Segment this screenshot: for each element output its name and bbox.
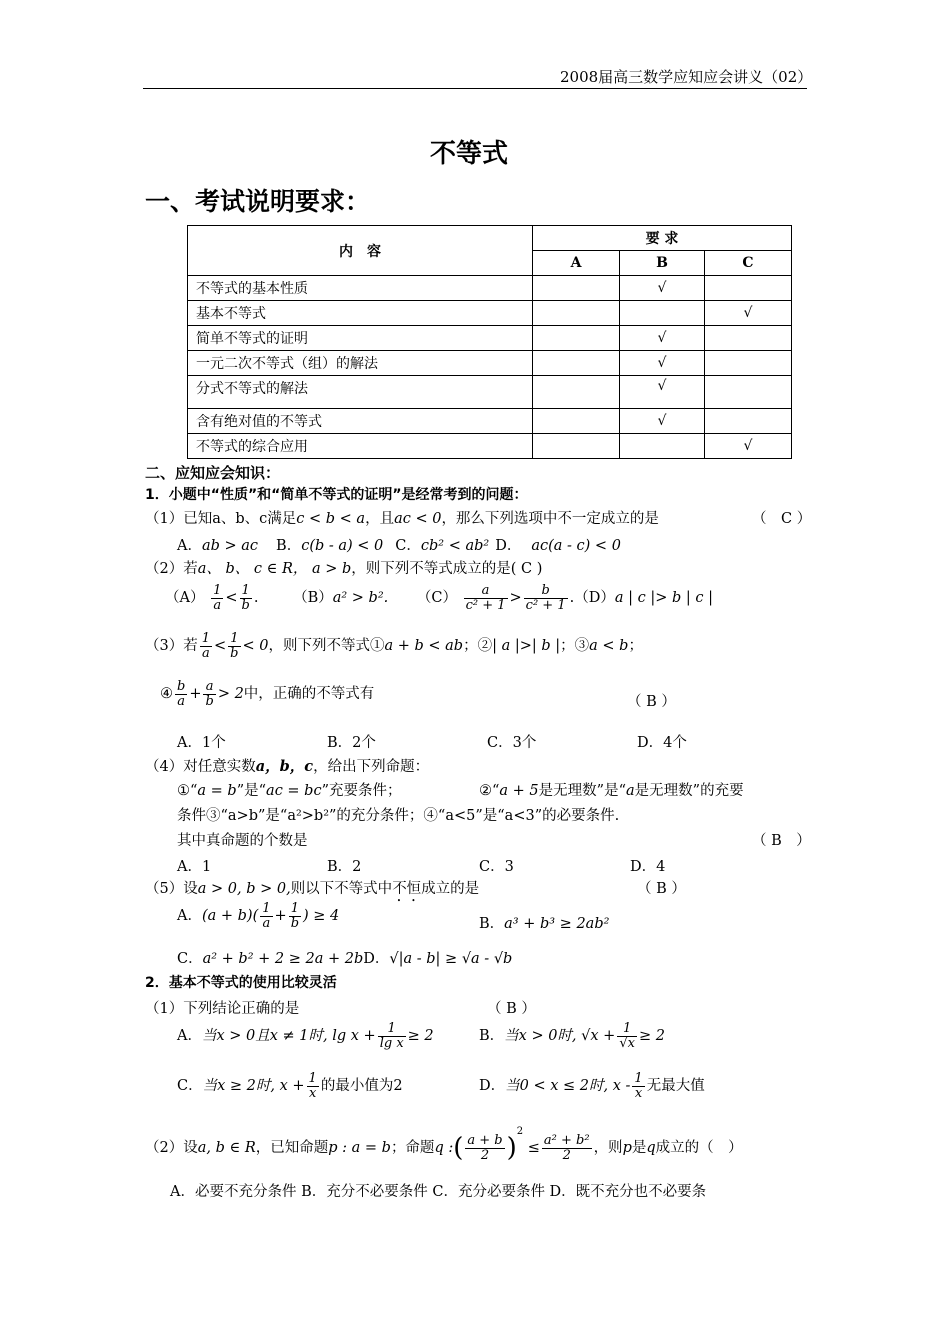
q6-opt-c-post: 的最小值为2 [320,1078,403,1095]
q3-s4: > 2 [217,686,244,703]
q4-line2-right [479,779,744,800]
q3-stem: （3）若 $\frac{1}{a}$ < $\frac{1}{b}$ < 0，则下列不等式①a + b < ab；②| a |>| b |；③a < b； [145,631,643,661]
fraction [378,1022,406,1050]
den: x [634,1085,643,1101]
q4-l2-j: 是无理数”的充要 [634,783,744,799]
q2-pre: （2）若 [145,561,198,577]
num: 1 [634,1071,643,1086]
row-name: 基本不等式 [188,301,533,326]
fraction [228,632,240,660]
q7-pre: （2）设 [145,1140,198,1156]
row-b: √ [620,376,705,409]
q6-opt-a-label: A． [177,1028,202,1045]
q4-opt-c: C．3 [479,859,514,875]
q5-opt-a-label: A． [177,908,202,925]
den: b [241,597,250,613]
q2-vars: a、 b、 c ∈ R， [197,561,308,577]
num: 1 [213,583,222,598]
q2-post: ，则下列不等式成立的是( [351,561,517,577]
q1-opt-b: c(b - a) < 0 [301,538,384,554]
q4-l2-i: a [626,783,635,799]
fraction [542,1134,592,1162]
running-header: 2008届高三数学应知应会讲义（02） [560,68,813,86]
num: a [464,584,508,599]
q4-opt-b: B．2 [327,859,362,875]
row-c [705,376,792,409]
den: lg x [379,1035,404,1051]
q4-line3: 条件③“a>b”是“a²>b²”的充分条件；④“a<5”是“a<3”的必要条件. [177,808,620,824]
den: c² + 1 [465,597,506,613]
q7-mid3: 是 [631,1140,647,1156]
q5-opt-d: √|a - b| ≥ √a - √b [389,951,513,967]
q4-l2-h: 是无理数”是“ [538,783,626,799]
den: √x [619,1035,635,1051]
row-name: 分式不等式的解法 [188,376,533,409]
q7-post: ，则 [593,1140,623,1156]
num: 1 [378,1022,406,1037]
fraction [632,1072,644,1100]
q5-opt-b-label: B． [479,916,505,932]
q5-stem [145,877,479,905]
row-c: √ [705,434,792,459]
q6-opt-c-pre: 当x ≥ 2时, x + [202,1078,305,1095]
q4-opt-a: A．1 [177,859,212,875]
left-paren: ( [453,1133,464,1163]
num: 1 [617,1022,637,1037]
fraction [464,584,508,612]
row-c [705,409,792,434]
q1-post: ，那么下列选项中不一定成立的是 [441,511,659,527]
q1-pre: （1）已知a、b、c满足 [145,511,297,527]
q3-line2: ④ $\frac{b}{a}$ + $\frac{a}{b}$ > 2中，正确的不等式有 [160,679,375,709]
fraction [524,584,568,612]
part-1-title: 1．小题中“性质”和“简单不等式的证明”是经常考到的问题： [145,487,528,503]
q3-opt-a: A．1个 [177,735,226,751]
fraction [211,584,223,612]
row-a [533,434,620,459]
num: 1 [201,631,211,646]
num: b [177,679,186,694]
den: b [230,645,239,661]
fraction [289,902,301,930]
q7-p: p : a = b [328,1140,391,1156]
table-row [188,276,792,301]
q6-opt-a-post: ≥ 2 [407,1028,434,1045]
q5-opt-b-expr: a³ + b³ ≥ 2ab² [504,916,610,932]
q7-mid1: ，已知命题 [255,1140,329,1156]
q4-line2-left [177,779,402,800]
den: b [205,693,214,709]
den: x [309,1085,317,1101]
part-2-title: 2．基本不等式的使用比较灵活 [145,975,337,991]
den: a [201,645,210,661]
q1-opt-c: cb² < ab² [420,538,490,554]
row-b [620,434,705,459]
row-name: 不等式的综合应用 [188,434,533,459]
fraction [465,1134,504,1162]
fraction [200,632,212,660]
row-a [533,326,620,351]
fraction [260,902,272,930]
q4-l2-a: ①“ [177,783,198,799]
q6-opt-d-pre: 当0 < x ≤ 2时, x - [505,1078,631,1095]
q4-answer: （ B ） [752,833,811,849]
den: b [290,915,300,931]
q7-vars: a, b ∈ R [197,1140,256,1156]
row-b [620,301,705,326]
q3-s1: a + b < ab [384,638,464,655]
q2-opt-b: a² > b². [332,590,389,607]
den: c² + 1 [525,597,566,613]
row-c [705,351,792,376]
row-c [705,276,792,301]
q7-le: ≤ [527,1140,540,1156]
num: 1 [228,632,240,647]
q5-opt-d-label: D． [363,951,390,967]
q1-opt-c-label: C． [395,538,421,554]
q6-opt-a [177,1022,434,1050]
q5-opt-cd [177,947,512,968]
table-header-content: 内 容 [188,226,533,276]
document-title: 不等式 [430,139,509,169]
q5-emph: 不恒 [392,881,422,897]
q4-l2-d: ac = bc [266,783,322,799]
den: a [177,693,186,709]
level-c-header: C [705,251,792,276]
row-b: √ [620,409,705,434]
table-row [188,434,792,459]
q6-stem: （1）下列结论正确的是 [145,1001,300,1017]
q7-q: q : [434,1140,454,1156]
row-a [533,409,620,434]
row-c: √ [705,301,792,326]
q5-opt-c: a² + b² + 2 ≥ 2a + 2b [202,951,364,967]
q4-l2-g: a + 5 [499,783,539,799]
fraction [617,1022,637,1050]
level-b-header: B [620,251,705,276]
table-row [188,351,792,376]
q7-tail: 成立的（ ） [655,1140,743,1156]
q1-stem [145,507,659,528]
q5-opt-a-post: ) ≥ 4 [303,908,340,925]
header-rule [143,88,807,89]
requirements-table [187,225,792,459]
fraction [240,584,252,612]
q6-opt-d-label: D． [479,1078,506,1095]
q2-opt-b-label: （B） [293,590,333,607]
row-name: 简单不等式的证明 [188,326,533,351]
section-2-heading: 二、应知应会知识： [145,464,281,482]
q4-l2-c: ”是“ [236,783,267,799]
q4-opt-d: D．4 [630,859,666,875]
q1-opt-d-label: D． [495,538,522,554]
q6-opt-b-post: ≥ 2 [638,1028,665,1045]
row-a [533,376,620,409]
right-paren: ) [506,1133,517,1163]
q5-pre: （5）设 [145,881,198,897]
q1-mid: ，且 [365,511,395,527]
q1-cond2: ac < 0 [394,511,442,527]
num: 1 [240,584,252,599]
q4-post: ，给出下列命题： [313,759,430,775]
table-row [188,409,792,434]
q1-cond: c < b < a [296,511,366,527]
q1-options [177,534,621,555]
q3-pre: （3）若 [145,638,198,655]
q1-opt-b-label: B． [276,538,302,554]
q6-opt-d-post: 无最大值 [646,1078,705,1095]
q5-mid: 则以下不等式中 [290,881,393,897]
q4-l2-f: ②“ [479,783,500,799]
q2-opt-d: a | c |> b | c | [614,590,713,607]
q4-l2-e: ”充要条件； [321,783,402,799]
q4-vars: a，b，c [255,758,314,775]
fraction [307,1072,319,1100]
q3-opt-b: B．2个 [327,735,376,751]
section-1-heading: 一、考试说明要求： [145,187,371,216]
q5-opt-a-pre: (a + b)( [201,908,259,925]
q5-opt-b [479,912,609,933]
q7-p-var: p [622,1140,632,1156]
fraction [175,680,187,708]
table-header-require: 要 求 [533,226,792,251]
q5-answer: （ B ） [637,881,686,897]
q3-s4-post: 中，正确的不等式有 [243,686,375,703]
row-a [533,276,620,301]
q1-opt-a-label: A． [177,538,202,554]
table-row [188,376,792,409]
q2-stem [145,557,542,578]
q1-opt-a: ab > ac [201,538,259,554]
q4-stem [145,755,429,776]
level-a-header: A [533,251,620,276]
q1-answer: （ C ） [752,511,812,527]
q6-opt-b [479,1022,665,1050]
q3-opt-d: D．4个 [637,735,687,751]
q3-opt-c: C．3个 [487,735,537,751]
q2-opt-c-label: （C） [416,590,457,607]
q3-answer: （ B ） [627,694,676,710]
row-name: 一元二次不等式（组）的解法 [188,351,533,376]
q2-cond: a > b [311,561,352,577]
q7-mid2: ；命题 [390,1140,435,1156]
q7-q-var: q [646,1140,656,1156]
q3-s2: | a |>| b | [492,638,561,655]
q3-s3-post: ； [628,638,643,655]
num: 1 [262,901,271,916]
q4-l2-b: a = b [197,783,237,799]
table-row [188,326,792,351]
fraction [203,680,215,708]
q2-options: （A） $\frac{1}{a}$ < $\frac{1}{b}$ . （B）a² > b². （C） $\frac{a}{\text{c² + 1}}$ > $\frac{b}{\text{c² + 1}}$ .（D）a | c |> b | c | [165,583,713,613]
num: 1 [308,1071,317,1086]
row-a [533,351,620,376]
q5-post: 成立的是 [421,881,480,897]
row-a [533,301,620,326]
q5-opt-a: A．(a + b)( $\frac{1}{a}$ + $\frac{1}{b}$ ) ≥ 4 [177,901,340,931]
q6-opt-b-label: B． [479,1028,505,1045]
q4-pre: （4）对任意实数 [145,759,256,775]
q6-opt-a-pre: 当x > 0且x ≠ 1时, lg x + [201,1028,376,1045]
den: a [213,597,222,613]
q6-opt-c [177,1072,403,1100]
q2-opt-d-label: （D） [574,590,615,607]
num: a [203,680,215,695]
q7-options: A．必要不充分条件 B．充分不必要条件 C．充分必要条件 D．既不充分也不必要条 [170,1184,707,1200]
table-row [188,301,792,326]
q3-s3: a < b [589,638,629,655]
row-b: √ [620,276,705,301]
q3-s2-pre: ；② [463,638,493,655]
q3-s3-pre: ；③ [560,638,590,655]
q4-line4: 其中真命题的个数是 [177,833,308,849]
q6-opt-c-label: C． [177,1078,203,1095]
q5-opt-c-label: C． [177,951,203,967]
row-b: √ [620,326,705,351]
num: a² + b² [543,1132,590,1148]
q2-close: ) [536,561,543,577]
row-name: 含有绝对值的不等式 [188,409,533,434]
q7-stem [145,1126,743,1163]
q6-answer: （ B ） [487,1001,536,1017]
q6-opt-d [479,1072,705,1100]
q6-opt-b-pre: 当x > 0时, √x + [504,1028,616,1045]
row-c [705,326,792,351]
q2-opt-a-label: （A） [165,590,205,607]
q5-cond: a > 0, b > 0, [197,881,291,897]
den: a [262,915,271,931]
q2-answer: C [521,561,533,577]
q3-post: ，则下列不等式① [268,638,385,655]
q3-s4-pre: ④ [160,686,173,703]
den: 2 [480,1147,490,1163]
q3-cond: < 0 [242,638,269,655]
num: 1 [289,902,301,917]
den: 2 [562,1147,571,1163]
row-name: 不等式的基本性质 [188,276,533,301]
square-exponent: 2 [516,1126,524,1137]
row-b: √ [620,351,705,376]
num: a + b [467,1132,503,1148]
num: b [524,584,568,599]
q1-opt-d: ac(a - c) < 0 [531,538,621,554]
